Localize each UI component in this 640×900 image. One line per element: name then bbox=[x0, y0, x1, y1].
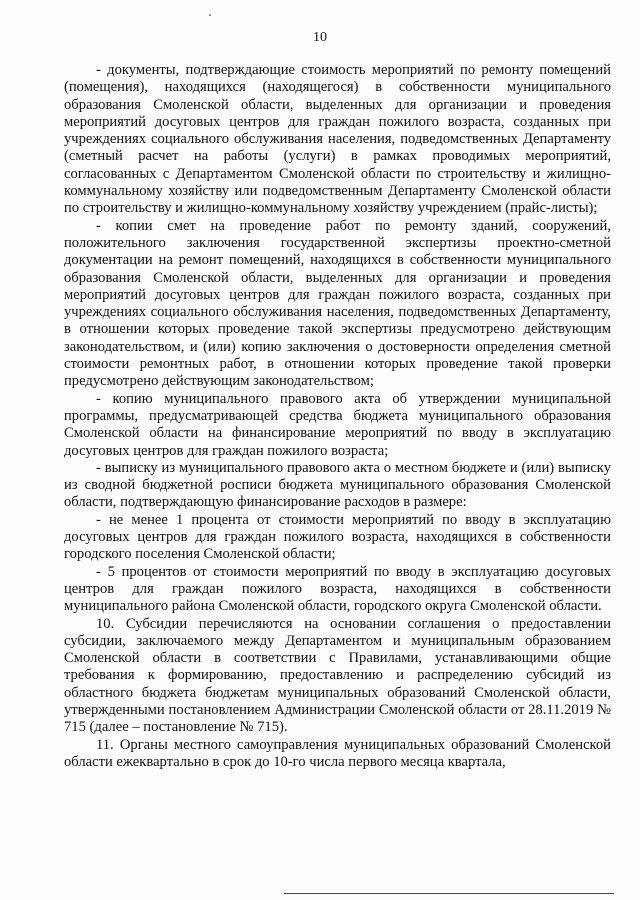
paragraph-section-11: 11. Органы местного самоуправления муниципальных образований Смоленской области ежеквартально в срок до 10-го числа первого месяца квартала, bbox=[64, 736, 611, 770]
footer-rule bbox=[284, 893, 614, 894]
document-body bbox=[64, 62, 611, 771]
scan-speck bbox=[209, 14, 211, 16]
paragraph-one-percent: - не менее 1 процента от стоимости мероприятий по вводу в эксплуатацию досуговых центров для граждан пожилого возраста, находящихся в собственности городского поселения Смоленской области; bbox=[64, 511, 611, 563]
paragraph-estimate-copies: - копии смет на проведение работ по ремонту зданий, сооружений, положительного заключения государственной экспертизы проектно-сметной документации на ремонт помещений, находящихся в собственности муниципального образования Смоленской области, выделенных для организации и проведения мероприятий досуговых центров для граждан пожилого возраста, созданных при учреждениях социального обслуживания населения, подведомственных Департаменту, в отношении которых проведение такой экспертизы предусмотрено действующим законодательством, и (или) копию заключения о достоверности определения сметной стоимости ремонтных работ, в отношении которых проведение такой проверки предусмотрено действующим законодательством; bbox=[64, 217, 611, 390]
paragraph-budget-extract: - выписку из муниципального правового акта о местном бюджете и (или) выписку из сводной бюджетной росписи бюджета муниципального образования Смоленской области, подтверждающую финансирование расходов в размере: bbox=[64, 459, 611, 511]
paragraph-municipal-program: - копию муниципального правового акта об утверждении муниципальной программы, предусматривающей средства бюджета муниципального образования Смоленской области на финансирование мероприятий по вводу в эксплуатацию досуговых центров для граждан пожилого возраста; bbox=[64, 390, 611, 459]
paragraph-section-10: 10. Субсидии перечисляются на основании соглашения о предоставлении субсидии, заключаемого между Департаментом и муниципальным образованием Смоленской области в соответствии с Правилами, устанавливающими общие требования к формированию, предоставлению и распределению субсидий из областного бюджета бюджетам муниципальных образований Смоленской области, утвержденными постановлением Администрации Смоленской области от 28.11.2019 № 715 (далее – постановление № 715). bbox=[64, 615, 611, 736]
page-number: 10 bbox=[313, 30, 327, 45]
paragraph-documents-cost: - документы, подтверждающие стоимость мероприятий по ремонту помещений (помещения), находящихся (находящегося) в собственности муниципального образования Смоленской области, выделенных для организации и проведения мероприятий досуговых центров для граждан пожилого возраста, созданных при учреждениях социального обслуживания населения, подведомственных Департаменту (сметный расчет на работы (услуги) в рамках проводимых мероприятий, согласованных с Департаментом Смоленской области по строительству и жилищно-коммунальному хозяйству или подведомственным Департаменту Смоленской области по строительству и жилищно-коммунальному хозяйству учреждением (прайс-листы); bbox=[64, 62, 611, 217]
paragraph-five-percent: - 5 процентов от стоимости мероприятий по вводу в эксплуатацию досуговых центров для граждан пожилого возраста, находящихся в собственности муниципального района Смоленской области, городского округа Смоленской области. bbox=[64, 563, 611, 615]
